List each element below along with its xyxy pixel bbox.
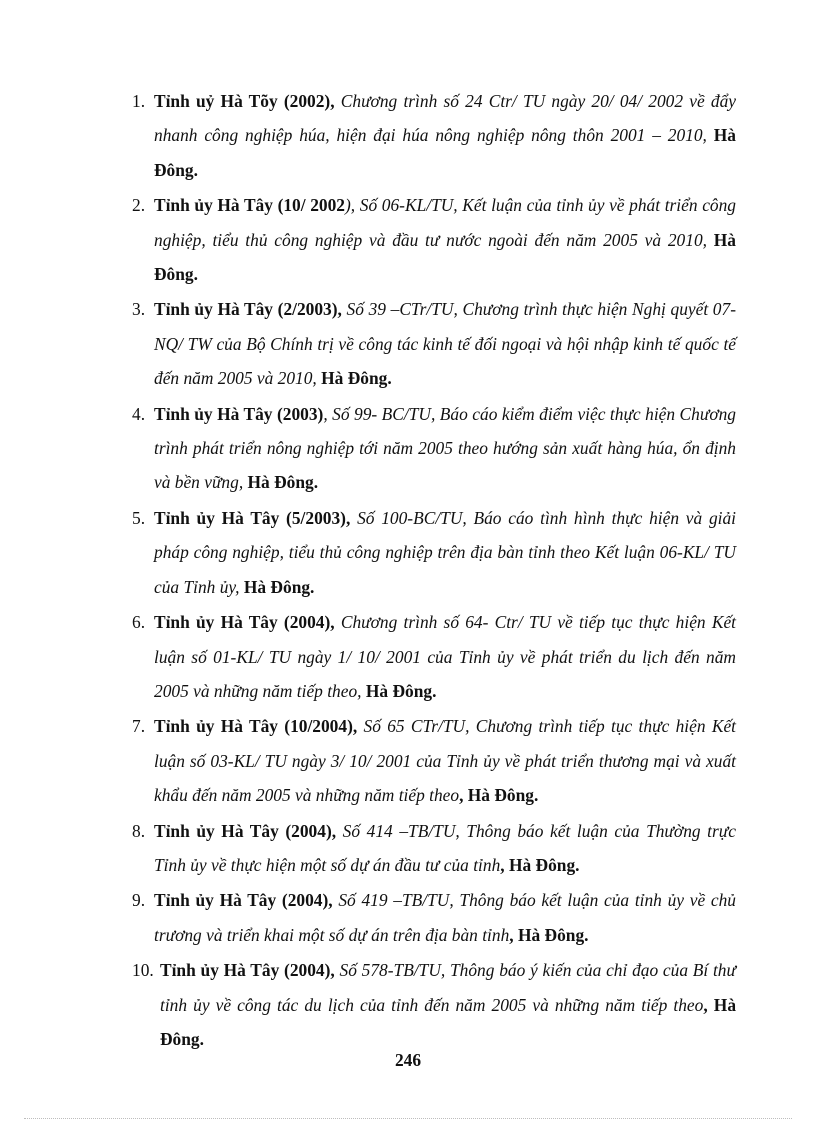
reference-item-4 [132,397,736,500]
reference-author: Tỉnh ủy Hà Tây (2004), [154,890,333,911]
reference-number: 5. [132,507,146,528]
reference-author: Tỉnh ủy Hà Tây (2/2003), [154,299,342,320]
reference-title: ), Số 06-KL/TU, Kết luận của tỉnh ủy về phát triển công nghiệp, tiểu thủ công nghiệp và đầu tư nước ngoài đến năm 2005 và 2010, [154,195,736,250]
reference-title: Số 419 –TB/TU, Thông báo kết luận của tỉnh ủy về chủ trương và triển khai một số dự án trên địa bàn tỉnh [154,890,736,945]
reference-title: Số 100-BC/TU, Báo cáo tình hình thực hiện và giải pháp công nghiệp, tiểu thủ công nghiệp trên địa bàn tỉnh theo Kết luận 06-KL/ TU của Tỉnh ủy, [154,507,736,597]
reference-number: 9. [132,890,146,911]
reference-author: Tỉnh ủy Hà Tây (2004), [160,960,335,981]
reference-place: Hà Đông. [243,472,319,493]
reference-item-1 [132,84,736,187]
reference-place: , Hà Đông. [459,785,539,806]
reference-author: Tỉnh uỷ Hà Tõy (2002), [154,91,335,111]
reference-item-5 [132,501,736,604]
reference-item-2 [132,188,736,291]
reference-item-10 [132,953,736,1056]
reference-place: , Hà Đông. [160,994,737,1049]
reference-author: Tỉnh ủy Hà Tây (5/2003), [154,507,351,528]
reference-number: 8. [132,820,146,841]
reference-number: 2. [132,195,146,216]
reference-number: 3. [132,299,146,320]
reference-number: 10. [132,960,154,981]
page-divider [24,1118,792,1119]
reference-place: Hà Đông. [154,229,736,285]
reference-place: , Hà Đông. [500,854,580,875]
reference-item-8 [132,814,736,883]
reference-number: 1. [132,91,146,111]
reference-title: Số 39 –CTr/TU, Chương trình thực hiện Nghị quyết 07-NQ/ TW của Bộ Chính trị về công tác kinh tế đối ngoại và hội nhập kinh tế quốc tế đến năm 2005 và 2010, [154,299,736,389]
page-number: 246 [394,1050,422,1070]
reference-item-7 [132,709,736,812]
reference-author: Tỉnh ủy Hà Tây (2004), [154,612,335,633]
reference-place: , Hà Đông. [509,924,589,945]
reference-list [132,84,736,1057]
reference-number: 6. [132,612,146,633]
reference-author: Tỉnh ủy Hà Tây (10/2004), [154,716,358,737]
reference-title: Số 414 –TB/TU, Thông báo kết luận của Thường trực Tỉnh ủy về thực hiện một số dự án đầu tư của tỉnh [154,820,736,875]
reference-author: Tỉnh ủy Hà Tây (10/ 2002 [154,195,345,216]
reference-number: 4. [132,403,146,424]
reference-place: Hà Đông. [361,680,437,701]
reference-number: 7. [132,716,146,737]
reference-place: Hà Đông. [239,576,315,597]
reference-title: Chương trình số 24 Ctr/ TU ngày 20/ 04/ 2002 về đẩy nhanh công nghiệp húa, hiện đại húa nông nghiệp nông thôn 2001 – 2010, [154,91,736,146]
reference-title: Chương trình số 64- Ctr/ TU về tiếp tục thực hiện Kết luận số 01-KL/ TU ngày 1/ 10/ 2001 của Tỉnh ủy về phát triển du lịch đến năm 2005 và những năm tiếp theo, [154,612,736,701]
reference-author: Tỉnh ủy Hà Tây (2003) [154,403,324,424]
reference-place: Hà Đông. [154,125,737,180]
reference-place: Hà Đông. [316,368,392,389]
reference-title: Số 65 CTr/TU, Chương trình tiếp tục thực hiện Kết luận số 03-KL/ TU ngày 3/ 10/ 2001 của Tỉnh ủy về phát triển thương mại và xuất khẩu đến năm 2005 và những năm tiếp theo [154,716,736,806]
reference-item-6 [132,605,736,708]
reference-item-9 [132,883,736,952]
reference-author: Tỉnh ủy Hà Tây (2004), [154,820,337,841]
reference-title: Số 578-TB/TU, Thông báo ý kiến của chỉ đạo của Bí thư tỉnh ủy về công tác du lịch của tỉnh đến năm 2005 và những năm tiếp theo [160,960,736,1015]
reference-item-3 [132,292,736,395]
reference-title: , Số 99- BC/TU, Báo cáo kiểm điểm việc thực hiện Chương trình phát triển nông nghiệp tới năm 2005 theo hướng sản xuất hàng húa, ổn định và bền vững, [154,403,737,493]
